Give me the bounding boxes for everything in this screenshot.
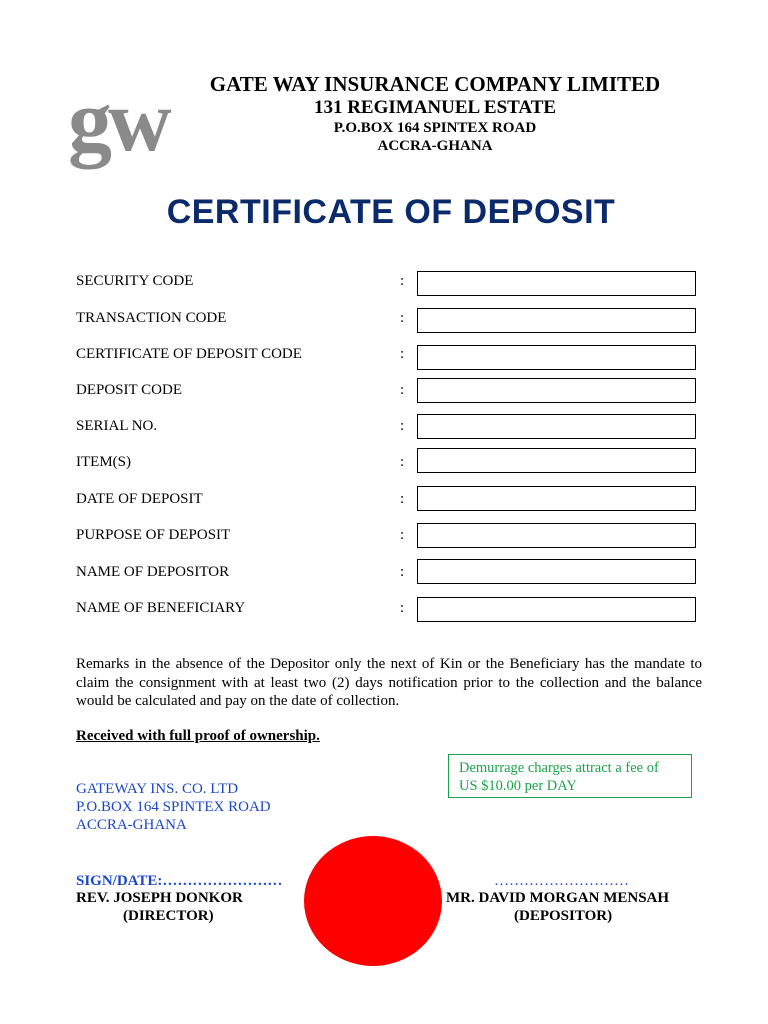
director-title: (DIRECTOR) [123, 908, 214, 924]
field-label-serial-no: SERIAL NO. [76, 418, 158, 434]
field-label-items: ITEM(S) [76, 454, 131, 470]
field-label-security-code: SECURITY CODE [76, 273, 194, 289]
remarks-paragraph: Remarks in the absence of the Depositor only the next of Kin or the Beneficiary has the mandate to claim the consignment with at least two (2) days notification prior to the collection and the balance would be calculated and pay on the date of collection. [76, 656, 702, 709]
field-label-name-of-beneficiary: NAME OF BENEFICIARY [76, 600, 246, 616]
certificate-code-field[interactable] [417, 345, 696, 370]
address-line-3: ACCRA-GHANA [377, 138, 493, 154]
field-label-purpose-of-deposit: PURPOSE OF DEPOSIT [76, 527, 231, 543]
date-of-deposit-field[interactable] [417, 486, 696, 511]
field-colon: : [400, 273, 405, 289]
depositor-signature-line: ……………………… [494, 873, 629, 889]
name-of-depositor-field[interactable] [417, 559, 696, 584]
document-title: CERTIFICATE OF DEPOSIT [166, 193, 616, 231]
address-line-1: 131 REGIMANUEL ESTATE [313, 97, 557, 118]
name-of-beneficiary-field[interactable] [417, 597, 696, 622]
notice-line-2: US $10.00 per DAY [459, 778, 577, 794]
field-colon: : [400, 491, 405, 507]
field-colon: : [400, 382, 405, 398]
field-colon: : [400, 527, 405, 543]
field-colon: : [400, 454, 405, 470]
company-name: GATE WAY INSURANCE COMPANY LIMITED [209, 72, 661, 96]
depositor-title: (DEPOSITOR) [514, 908, 613, 924]
purpose-of-deposit-field[interactable] [417, 523, 696, 548]
serial-no-field[interactable] [417, 414, 696, 439]
notice-line-1: Demurrage charges attract a fee of [459, 760, 659, 776]
company-logo: gw [68, 73, 168, 170]
items-field[interactable] [417, 448, 696, 473]
address-line-2: P.O.BOX 164 SPINTEX ROAD [333, 120, 537, 136]
field-label-name-of-depositor: NAME OF DEPOSITOR [76, 564, 230, 580]
field-colon: : [400, 600, 405, 616]
field-label-transaction-code: TRANSACTION CODE [76, 310, 227, 326]
field-label-deposit-code: DEPOSIT CODE [76, 382, 182, 398]
field-colon: : [400, 310, 405, 326]
field-label-date-of-deposit: DATE OF DEPOSIT [76, 491, 203, 507]
field-colon: : [400, 564, 405, 580]
transaction-code-field[interactable] [417, 308, 696, 333]
demurrage-notice [448, 754, 692, 798]
footer-address-line-1: GATEWAY INS. CO. LTD [76, 781, 239, 797]
security-code-field[interactable] [417, 271, 696, 296]
depositor-name: MR. DAVID MORGAN MENSAH [446, 890, 670, 906]
sign-date-label: SIGN/DATE:…………………… [76, 873, 283, 889]
footer-address-line-2: P.O.BOX 164 SPINTEX ROAD [76, 799, 271, 815]
field-colon: : [400, 418, 405, 434]
deposit-code-field[interactable] [417, 378, 696, 403]
field-colon: : [400, 346, 405, 362]
red-stamp [304, 836, 442, 966]
footer-address-line-3: ACCRA-GHANA [76, 817, 187, 833]
director-name: REV. JOSEPH DONKOR [76, 890, 243, 906]
field-label-certificate-code: CERTIFICATE OF DEPOSIT CODE [76, 346, 302, 362]
received-statement: Received with full proof of ownership. [76, 728, 320, 744]
